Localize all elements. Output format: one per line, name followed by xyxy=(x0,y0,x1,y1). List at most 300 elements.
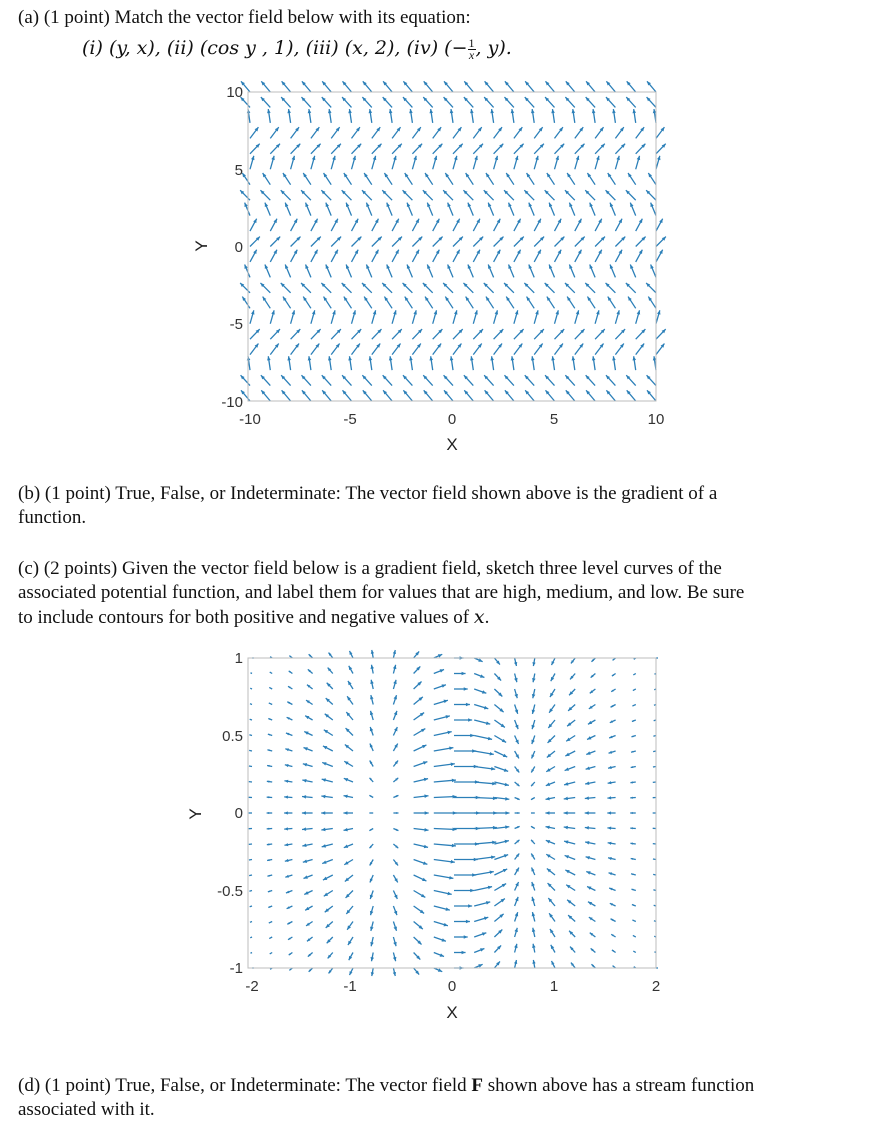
vector-arrow xyxy=(322,97,331,107)
vector-arrow xyxy=(251,953,252,954)
vector-arrow xyxy=(514,928,517,937)
vector-arrow xyxy=(615,219,622,231)
vector-arrow xyxy=(389,109,393,123)
vector-arrow xyxy=(322,762,333,766)
vector-arrow xyxy=(473,250,480,262)
vector-arrow xyxy=(494,144,504,154)
vector-arrow xyxy=(311,329,321,339)
vector-arrow xyxy=(546,81,555,92)
vector-arrow xyxy=(488,264,494,277)
vector-arrow xyxy=(303,859,313,862)
vector-arrow xyxy=(249,891,252,892)
vector-arrow xyxy=(550,689,555,697)
vector-arrow xyxy=(423,97,432,107)
vector-arrow xyxy=(656,343,664,354)
vector-arrow xyxy=(344,297,352,309)
vector-arrow xyxy=(324,891,333,897)
vector-arrow xyxy=(352,343,360,354)
vector-arrow xyxy=(414,811,429,815)
vector-arrow xyxy=(464,81,473,92)
vector-arrow xyxy=(370,844,374,848)
vector-arrow xyxy=(595,219,602,231)
vector-arrow xyxy=(555,127,563,138)
vector-arrow xyxy=(291,127,299,138)
vector-arrow xyxy=(484,375,493,385)
vector-arrow xyxy=(595,237,605,247)
plot1-frame xyxy=(248,92,656,401)
vector-arrow xyxy=(283,297,291,309)
vector-arrow xyxy=(383,390,392,401)
vector-arrow xyxy=(405,173,413,185)
vector-arrow xyxy=(464,390,473,401)
vector-arrow xyxy=(531,798,535,800)
plot1-xtick: 10 xyxy=(647,411,665,428)
vector-arrow xyxy=(650,264,656,277)
vector-arrow xyxy=(494,869,507,875)
vector-arrow xyxy=(494,840,508,844)
vector-arrow xyxy=(370,891,373,900)
vector-arrow xyxy=(282,81,291,92)
vector-arrow xyxy=(546,767,555,772)
vector-arrow xyxy=(268,718,272,720)
vector-arrow xyxy=(484,97,493,107)
vector-arrow xyxy=(285,764,293,767)
vector-arrow xyxy=(586,856,596,859)
vector-arrow xyxy=(586,81,595,92)
vector-arrow xyxy=(250,922,252,923)
vector-arrow xyxy=(282,390,291,401)
vector-arrow xyxy=(633,674,635,675)
vector-arrow xyxy=(630,812,636,814)
vector-arrow xyxy=(474,705,488,710)
vector-arrow xyxy=(595,156,599,169)
vector-arrow xyxy=(514,156,518,169)
vector-arrow xyxy=(615,237,625,247)
vector-arrow xyxy=(551,945,555,953)
vector-arrow xyxy=(612,674,616,677)
vector-arrow xyxy=(527,173,535,185)
vector-arrow xyxy=(369,109,373,123)
vector-arrow xyxy=(568,915,575,921)
vector-arrow xyxy=(349,666,353,674)
vector-arrow xyxy=(575,250,582,262)
vector-arrow xyxy=(382,283,392,293)
vector-arrow xyxy=(371,650,374,658)
vector-arrow xyxy=(585,826,596,830)
vector-arrow xyxy=(572,356,576,370)
vector-arrow xyxy=(454,672,466,676)
vector-arrow xyxy=(331,144,341,154)
vector-arrow xyxy=(414,953,421,960)
vector-arrow xyxy=(514,144,524,154)
vector-arrow xyxy=(551,674,555,682)
vector-arrow xyxy=(434,747,454,751)
vector-arrow xyxy=(322,375,331,385)
vector-arrow xyxy=(565,283,575,293)
vector-arrow xyxy=(588,902,595,906)
vector-arrow xyxy=(534,219,541,231)
vector-arrow xyxy=(412,127,420,138)
vector-arrow xyxy=(494,310,498,323)
vector-arrow xyxy=(352,237,362,247)
vector-arrow xyxy=(303,173,311,185)
vector-arrow xyxy=(346,264,352,277)
vector-arrow xyxy=(284,780,292,783)
vector-arrow xyxy=(591,674,596,678)
vector-arrow xyxy=(321,283,331,293)
vector-arrow xyxy=(370,906,373,915)
vector-arrow xyxy=(454,873,476,877)
vector-arrow xyxy=(631,858,636,860)
vector-arrow xyxy=(575,310,579,323)
plot1-ytick: 0 xyxy=(234,239,243,256)
vector-arrow xyxy=(632,356,636,370)
vector-arrow xyxy=(392,219,399,231)
vector-arrow xyxy=(326,264,332,277)
vector-arrow xyxy=(447,264,453,277)
vector-arrow xyxy=(608,766,616,769)
vector-arrow xyxy=(590,203,596,216)
vector-arrow xyxy=(247,109,251,123)
plot2-ytick: -1 xyxy=(229,960,243,977)
vector-arrow xyxy=(474,767,495,771)
plot2-ytick: -0.5 xyxy=(217,883,243,900)
vector-arrow xyxy=(423,375,432,385)
vector-arrow xyxy=(249,860,252,861)
vector-arrow xyxy=(606,375,615,385)
vector-arrow xyxy=(546,782,555,786)
vector-arrow xyxy=(270,156,274,169)
vector-arrow xyxy=(250,719,252,720)
vector-arrow xyxy=(393,875,397,882)
vector-arrow xyxy=(412,310,416,323)
vector-arrow xyxy=(548,720,555,728)
vector-arrow xyxy=(525,375,534,385)
vector-arrow xyxy=(302,795,313,799)
vector-arrow xyxy=(646,283,656,293)
vector-arrow xyxy=(547,868,555,875)
vector-arrow xyxy=(263,297,271,309)
vector-arrow xyxy=(393,906,397,915)
vector-arrow xyxy=(393,778,398,782)
vector-arrow xyxy=(450,109,454,123)
vector-arrow xyxy=(328,953,333,959)
vector-arrow xyxy=(466,297,474,309)
vector-arrow xyxy=(494,250,501,262)
vector-arrow xyxy=(636,156,640,169)
vector-arrow xyxy=(555,310,559,323)
question-d-line2: associated with it. xyxy=(18,1099,155,1120)
vector-arrow xyxy=(344,795,353,799)
option-i: (i) (y, x), xyxy=(82,37,167,59)
vector-arrow xyxy=(434,669,444,673)
vector-arrow xyxy=(474,751,494,755)
vector-arrow xyxy=(322,844,333,848)
vector-arrow xyxy=(425,173,433,185)
vector-arrow xyxy=(363,390,372,401)
vector-arrow xyxy=(284,795,292,798)
vector-arrow xyxy=(494,329,504,339)
vector-arrow xyxy=(589,705,596,709)
vector-arrow xyxy=(531,882,534,891)
vector-arrow xyxy=(434,968,442,972)
vector-arrow xyxy=(244,203,250,216)
vector-arrow xyxy=(372,329,382,339)
vector-arrow xyxy=(352,310,356,323)
vector-arrow xyxy=(372,156,376,169)
vector-arrow xyxy=(656,219,663,231)
vector-arrow xyxy=(515,812,520,814)
vector-arrow xyxy=(349,651,353,658)
vector-arrow xyxy=(261,390,270,401)
vector-arrow xyxy=(534,144,544,154)
vector-arrow xyxy=(585,841,595,845)
vector-arrow xyxy=(403,190,413,200)
vector-arrow xyxy=(270,329,280,339)
vector-arrow xyxy=(548,736,555,743)
vector-arrow xyxy=(607,811,615,814)
vector-arrow xyxy=(592,109,596,123)
vector-arrow xyxy=(647,81,656,92)
vector-arrow xyxy=(414,968,420,975)
vector-arrow xyxy=(382,190,392,200)
vector-arrow xyxy=(433,250,440,262)
vector-arrow xyxy=(549,264,555,277)
vector-arrow xyxy=(370,680,374,689)
vector-arrow xyxy=(610,720,616,723)
vector-arrow xyxy=(242,297,250,309)
vector-arrow xyxy=(589,917,596,921)
vector-arrow xyxy=(515,882,519,890)
vector-arrow xyxy=(301,283,311,293)
vector-arrow xyxy=(532,944,536,953)
vector-arrow xyxy=(326,922,333,928)
vector-arrow xyxy=(547,751,555,758)
vector-arrow xyxy=(251,673,252,674)
vector-arrow xyxy=(331,156,335,169)
vector-arrow xyxy=(429,356,433,370)
vector-arrow xyxy=(444,375,453,385)
vector-arrow xyxy=(370,778,374,782)
vector-arrow xyxy=(322,390,331,401)
vector-arrow xyxy=(324,730,333,736)
vector-arrow xyxy=(484,190,494,200)
vector-arrow xyxy=(261,375,270,385)
vector-arrow xyxy=(555,144,565,154)
vector-arrow xyxy=(474,964,482,968)
vector-arrow xyxy=(433,219,440,231)
vector-arrow xyxy=(532,658,535,666)
vector-arrow xyxy=(372,343,380,354)
vector-arrow xyxy=(414,906,425,913)
vector-arrow xyxy=(366,264,372,277)
vector-arrow xyxy=(344,778,353,782)
vector-arrow xyxy=(434,762,455,766)
vector-arrow xyxy=(414,761,428,766)
vector-arrow xyxy=(555,329,565,339)
vector-arrow xyxy=(591,658,595,662)
vector-arrow xyxy=(287,702,292,705)
vector-arrow xyxy=(569,931,575,937)
vector-arrow xyxy=(546,826,555,830)
vector-arrow xyxy=(267,859,272,861)
question-d-line1 xyxy=(18,1074,754,1098)
vector-arrow xyxy=(646,190,656,200)
vector-arrow xyxy=(532,674,536,683)
vector-arrow xyxy=(414,875,427,881)
vector-arrow xyxy=(565,751,575,756)
vector-arrow xyxy=(434,684,446,689)
vector-arrow xyxy=(531,868,534,875)
vector-arrow xyxy=(288,937,292,940)
vector-arrow xyxy=(494,720,505,727)
vector-arrow xyxy=(307,685,313,689)
vector-arrow xyxy=(308,953,313,957)
vector-arrow xyxy=(626,375,635,385)
vector-arrow xyxy=(434,953,444,957)
vector-arrow xyxy=(474,886,492,891)
vector-arrow xyxy=(342,283,352,293)
vector-arrow xyxy=(331,127,339,138)
vector-arrow xyxy=(524,190,534,200)
vector-arrow xyxy=(447,203,453,216)
vector-arrow xyxy=(393,968,396,976)
vector-arrow xyxy=(301,375,310,385)
vector-arrow xyxy=(595,343,603,354)
vector-arrow xyxy=(626,190,636,200)
vector-arrow xyxy=(504,190,514,200)
plot1-xlabel: X xyxy=(446,435,458,454)
vector-arrow xyxy=(434,937,446,942)
vector-arrow xyxy=(546,840,555,844)
vector-arrow xyxy=(270,672,272,673)
vector-arrow xyxy=(393,891,397,899)
vector-arrow xyxy=(453,250,460,262)
vector-arrow xyxy=(566,736,575,742)
vector-arrow xyxy=(626,97,635,107)
vector-arrow xyxy=(392,144,402,154)
vector-arrow xyxy=(269,922,272,924)
vector-arrow xyxy=(525,81,534,92)
plot2-ytick: 1 xyxy=(234,650,243,667)
vector-arrow xyxy=(322,860,333,864)
vector-arrow xyxy=(590,933,596,937)
vector-arrow xyxy=(610,264,616,277)
vector-arrow xyxy=(532,720,535,729)
vector-arrow xyxy=(531,356,535,370)
vector-arrow xyxy=(326,698,333,704)
vector-arrow xyxy=(473,219,480,231)
vector-arrow xyxy=(534,343,542,354)
vector-arrow xyxy=(454,920,470,924)
vector-arrow xyxy=(609,736,615,739)
vector-arrow xyxy=(427,264,433,277)
vector-arrow xyxy=(291,329,301,339)
vector-arrow xyxy=(454,687,468,691)
option-iv-suffix: , y). xyxy=(475,37,512,59)
vector-arrow xyxy=(565,870,575,875)
vector-arrow xyxy=(403,390,412,401)
plot1-xtick: -5 xyxy=(343,411,357,428)
vector-arrow xyxy=(587,887,595,891)
vector-arrow xyxy=(393,812,398,814)
vector-arrow xyxy=(566,885,575,891)
vector-arrow xyxy=(305,906,312,910)
vector-arrow xyxy=(555,237,565,247)
vector-arrow xyxy=(389,356,393,370)
vector-arrow xyxy=(534,127,542,138)
vector-arrow xyxy=(575,219,582,231)
vector-arrow xyxy=(587,736,595,740)
vector-arrow xyxy=(531,826,535,828)
vector-arrow xyxy=(591,964,595,968)
vector-arrow xyxy=(505,81,514,92)
vector-arrow xyxy=(511,109,515,123)
vector-arrow xyxy=(325,714,333,720)
vector-arrow xyxy=(403,375,412,385)
vector-arrow xyxy=(567,173,575,185)
vector-arrow xyxy=(287,906,293,909)
vector-arrow xyxy=(532,960,535,968)
vector-arrow xyxy=(656,127,664,138)
vector-arrow xyxy=(648,173,656,185)
vector-arrow xyxy=(343,811,353,815)
vector-arrow xyxy=(281,97,290,107)
vector-arrow xyxy=(531,840,535,844)
vector-arrow xyxy=(307,937,313,941)
vector-arrow xyxy=(608,842,616,845)
vector-arrow xyxy=(551,109,555,123)
vector-arrow xyxy=(414,651,420,658)
plot1-ytick: -5 xyxy=(229,316,243,333)
vector-arrow xyxy=(606,390,615,401)
vector-arrow xyxy=(393,795,398,797)
vector-arrow xyxy=(362,97,371,107)
vector-arrow xyxy=(486,173,494,185)
vector-arrow xyxy=(393,937,396,946)
vector-arrow xyxy=(261,81,270,92)
vector-arrow xyxy=(545,283,555,293)
vector-arrow xyxy=(372,310,376,323)
vector-arrow xyxy=(412,237,422,247)
vector-arrow xyxy=(303,747,312,751)
vector-arrow xyxy=(504,97,513,107)
vector-arrow xyxy=(615,156,619,169)
vector-arrow xyxy=(485,390,494,401)
vector-arrow xyxy=(352,127,360,138)
vector-arrow xyxy=(590,264,596,277)
vector-arrow xyxy=(531,109,535,123)
vector-arrow xyxy=(269,703,272,705)
vector-arrow xyxy=(444,81,453,92)
plot2-xtick: -2 xyxy=(245,978,259,995)
vector-arrow xyxy=(515,720,519,729)
vector-arrow xyxy=(534,237,544,247)
vector-arrow xyxy=(525,97,534,107)
vector-arrow xyxy=(609,888,615,891)
vector-arrow xyxy=(656,250,663,262)
question-a-line1: (a) (1 point) Match the vector field below with its equation: xyxy=(18,7,471,28)
vector-arrow xyxy=(270,219,277,231)
vector-arrow xyxy=(551,658,555,665)
vector-arrow xyxy=(595,144,605,154)
vector-arrow xyxy=(352,156,356,169)
vector-arrow xyxy=(615,144,625,154)
fraction-numerator: 1 xyxy=(468,36,475,51)
vector-arrow xyxy=(270,250,277,262)
vector-arrow xyxy=(494,884,506,891)
vector-arrow xyxy=(283,173,291,185)
